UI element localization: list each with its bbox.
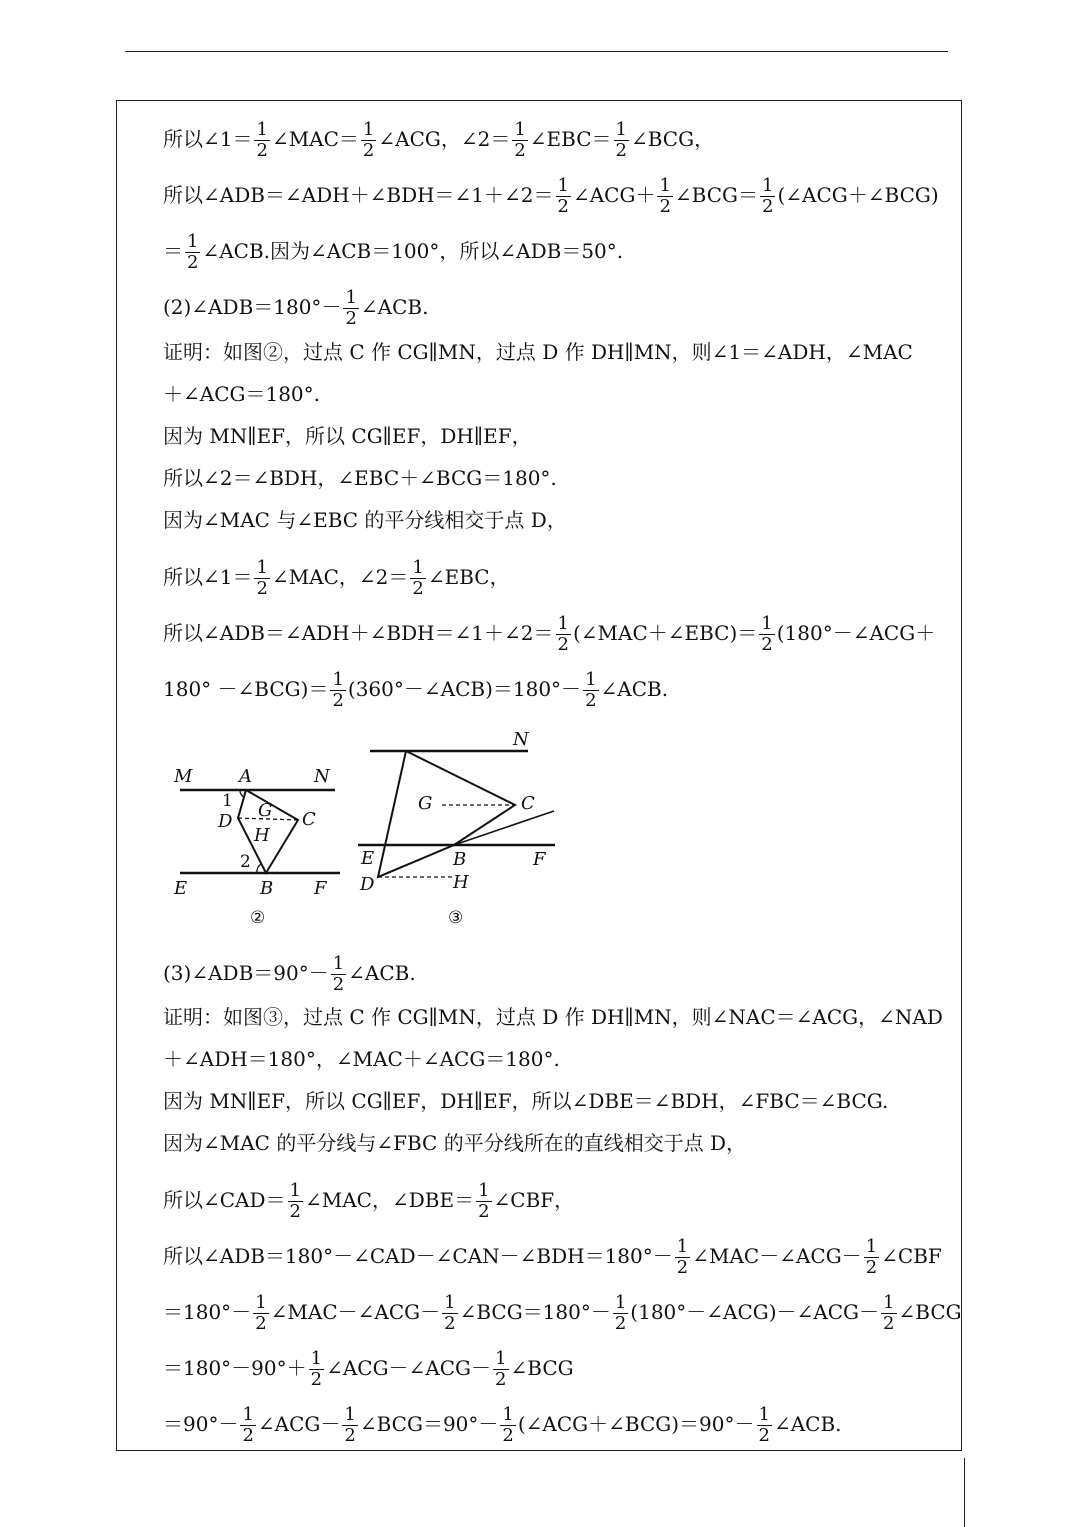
fraction-denominator: 2 — [345, 308, 357, 329]
fraction — [253, 1293, 268, 1334]
label-b: B — [453, 849, 467, 870]
fraction-numerator: 1 — [659, 175, 671, 196]
fraction-denominator: 2 — [256, 140, 268, 161]
text-segment: ∠BCG， — [630, 127, 715, 151]
fraction-numerator: 1 — [557, 175, 569, 196]
fraction-denominator: 2 — [758, 1425, 770, 1446]
fraction — [613, 1293, 628, 1334]
fraction-numerator: 1 — [865, 1236, 878, 1257]
fraction-numerator: 1 — [242, 1404, 254, 1425]
label-a: A — [239, 766, 252, 787]
fraction-numerator: 1 — [310, 1348, 323, 1369]
text-segment: 所以∠ADB＝∠ADH＋∠BDH＝∠1＋∠2＝ — [163, 621, 554, 645]
fraction-denominator: 2 — [478, 1201, 490, 1222]
text-segment: ∠ACG，∠2＝ — [378, 127, 511, 151]
fraction-denominator: 2 — [557, 634, 569, 655]
text-segment: ＝90°－ — [163, 1412, 239, 1436]
text-segment: 所以∠1＝ — [163, 127, 253, 151]
fraction — [583, 670, 598, 711]
text-segment: (180°－∠ACG＋ — [776, 621, 936, 645]
text-segment: 所以∠ADB＝180°－∠CAD－∠CAN－∠BDH＝180°－ — [163, 1244, 673, 1268]
text-segment: 所以∠ADB＝∠ADH＋∠BDH＝∠1＋∠2＝ — [163, 183, 554, 207]
fraction — [759, 614, 774, 655]
fraction-numerator: 1 — [758, 1404, 770, 1425]
text-segment: ＝180°－90°＋ — [163, 1356, 307, 1380]
figure-3-caption: ③ — [448, 908, 464, 928]
fraction-numerator: 1 — [289, 1180, 301, 1201]
fraction-numerator: 1 — [362, 119, 375, 140]
label-2: 2 — [240, 852, 251, 872]
fraction-numerator: 1 — [412, 557, 424, 578]
fraction — [240, 1405, 255, 1446]
label-g: G — [258, 800, 273, 821]
fraction-denominator: 2 — [412, 578, 424, 599]
text-line — [163, 424, 532, 448]
fraction — [254, 558, 269, 599]
fraction-denominator: 2 — [310, 1369, 323, 1390]
text-segment: (∠MAC＋∠EBC)＝ — [572, 621, 758, 645]
fraction-denominator: 2 — [883, 1313, 895, 1334]
text-line — [163, 176, 939, 217]
fraction-numerator: 1 — [883, 1292, 895, 1313]
label-b: B — [260, 878, 274, 899]
fraction-denominator: 2 — [344, 1425, 356, 1446]
text-line — [163, 1349, 574, 1390]
fraction-denominator: 2 — [444, 1313, 456, 1334]
text-segment: ∠ACB. — [773, 1412, 842, 1436]
fraction — [343, 288, 358, 329]
fraction-numerator: 1 — [495, 1348, 507, 1369]
text-line — [163, 288, 428, 329]
text-segment: ∠CBF， — [493, 1188, 575, 1212]
fraction-denominator: 2 — [557, 196, 569, 217]
text-segment: ＝ — [163, 239, 183, 263]
fraction-denominator: 2 — [615, 140, 627, 161]
text-segment: 180° －∠BCG)＝ — [163, 677, 329, 701]
text-segment: (180°－∠ACG)－∠ACG－ — [630, 1300, 880, 1324]
text-line — [163, 1293, 962, 1334]
label-h: H — [453, 872, 469, 893]
fraction-denominator: 2 — [187, 252, 199, 273]
text-segment: ∠MAC，∠DBE＝ — [305, 1188, 475, 1212]
text-segment: ＋∠ADH＝180°，∠MAC＋∠ACG＝180°. — [163, 1047, 560, 1071]
text-segment: (∠ACG＋∠BCG)＝90°－ — [517, 1412, 755, 1436]
text-line — [163, 614, 935, 655]
fraction-numerator: 1 — [557, 613, 569, 634]
fraction-denominator: 2 — [332, 974, 345, 995]
text-segment: ∠ACB. — [360, 295, 429, 319]
fraction-denominator: 2 — [242, 1425, 254, 1446]
text-line — [163, 954, 416, 995]
fraction — [614, 120, 629, 161]
fraction — [760, 176, 775, 217]
fraction-numerator: 1 — [444, 1292, 456, 1313]
fraction — [288, 1181, 303, 1222]
fraction-numerator: 1 — [255, 1292, 267, 1313]
fraction — [442, 1293, 457, 1334]
text-segment: ∠BCG＝ — [674, 183, 759, 207]
label-n: N — [513, 729, 529, 750]
text-segment: 因为 MN∥EF，所以 CG∥EF，DH∥EF，所以∠DBE＝∠BDH，∠FBC＝∠BCG. — [163, 1089, 889, 1113]
fraction-denominator: 2 — [289, 1201, 301, 1222]
figure-3 — [350, 725, 565, 935]
text-line — [163, 1089, 888, 1113]
fraction — [493, 1349, 508, 1390]
fraction-denominator: 2 — [865, 1257, 878, 1278]
fraction — [254, 120, 269, 161]
label-1: 1 — [222, 791, 233, 811]
text-segment: 证明：如图②，过点 C 作 CG∥MN，过点 D 作 DH∥MN，则∠1＝∠ADH，∠MAC — [163, 340, 913, 364]
fraction-denominator: 2 — [761, 634, 773, 655]
fraction-numerator: 1 — [502, 1404, 514, 1425]
fraction-denominator: 2 — [585, 690, 597, 711]
fraction — [309, 1349, 324, 1390]
figure-2 — [160, 760, 360, 935]
text-segment: (2)∠ADB＝180°－ — [163, 295, 342, 319]
text-segment: ∠BCG＝180°－ — [459, 1300, 611, 1324]
text-segment: ＋∠ACG＝180°. — [163, 382, 321, 406]
text-segment: ∠ACB.因为∠ACB＝100°，所以∠ADB＝50°. — [202, 239, 624, 263]
fraction — [657, 176, 672, 217]
fraction — [757, 1405, 772, 1446]
fraction — [476, 1181, 491, 1222]
text-segment: (360°－∠ACB)＝180°－ — [347, 677, 582, 701]
text-segment: ∠MAC＝ — [271, 127, 359, 151]
fraction-denominator: 2 — [495, 1369, 507, 1390]
label-h: H — [254, 825, 270, 846]
fraction-denominator: 2 — [332, 690, 344, 711]
fraction-denominator: 2 — [362, 140, 375, 161]
fraction-numerator: 1 — [676, 1236, 689, 1257]
label-d: D — [360, 874, 375, 895]
fraction-numerator: 1 — [187, 231, 199, 252]
fraction-denominator: 2 — [659, 196, 671, 217]
text-line — [163, 466, 557, 490]
text-line — [163, 1131, 746, 1155]
line-cb-extended — [454, 811, 554, 845]
fraction-numerator: 1 — [345, 287, 357, 308]
text-line — [163, 1047, 560, 1071]
angle-arc-2 — [257, 864, 261, 873]
text-segment: ＝180°－ — [163, 1300, 252, 1324]
text-segment: 因为∠MAC 的平分线与∠FBC 的平分线所在的直线相交于点 D， — [163, 1131, 747, 1155]
label-n: N — [314, 766, 330, 787]
fraction-denominator: 2 — [255, 1313, 267, 1334]
text-segment: ∠ACB. — [348, 961, 416, 985]
text-line — [163, 1237, 942, 1278]
text-line — [163, 1005, 943, 1029]
text-segment: ∠MAC－∠ACG－ — [692, 1244, 862, 1268]
margin-rule — [964, 1458, 965, 1527]
label-f: F — [314, 878, 327, 899]
text-segment: ∠MAC，∠2＝ — [271, 565, 409, 589]
label-c: C — [302, 809, 316, 830]
fraction — [556, 176, 571, 217]
text-segment: ∠ACG＋ — [572, 183, 656, 207]
fraction-denominator: 2 — [502, 1425, 514, 1446]
text-segment: ∠CBF — [881, 1244, 942, 1268]
label-d: D — [218, 811, 233, 832]
text-segment: 所以∠1＝ — [163, 565, 253, 589]
fraction — [864, 1237, 879, 1278]
text-line — [163, 382, 320, 406]
label-c: C — [521, 793, 535, 814]
text-line — [163, 1181, 574, 1222]
text-segment: 所以∠2＝∠BDH，∠EBC＋∠BCG＝180°. — [163, 466, 557, 490]
fraction — [512, 120, 527, 161]
text-line — [163, 1405, 842, 1446]
label-e: E — [174, 878, 188, 899]
fraction — [331, 954, 346, 995]
text-segment: ∠ACG－ — [257, 1412, 341, 1436]
text-line — [163, 508, 567, 532]
text-line — [163, 120, 714, 161]
fraction-numerator: 1 — [256, 557, 268, 578]
fraction-numerator: 1 — [256, 119, 268, 140]
figure-2-caption: ② — [250, 908, 266, 928]
fraction-denominator: 2 — [256, 578, 268, 599]
polygon-adbc — [378, 751, 515, 877]
text-segment: ∠BCG — [898, 1300, 962, 1324]
fraction — [361, 120, 376, 161]
header-rule — [125, 51, 948, 52]
text-segment: 所以∠CAD＝ — [163, 1188, 286, 1212]
text-line — [163, 232, 623, 273]
fraction — [330, 670, 345, 711]
fraction-denominator: 2 — [676, 1257, 689, 1278]
fraction-numerator: 1 — [615, 119, 627, 140]
fraction-numerator: 1 — [514, 119, 526, 140]
text-segment: ∠MAC－∠ACG－ — [270, 1300, 441, 1324]
text-segment: ∠EBC＝ — [529, 127, 612, 151]
fraction-numerator: 1 — [761, 613, 773, 634]
label-e: E — [361, 848, 375, 869]
fraction — [675, 1237, 690, 1278]
fraction — [410, 558, 425, 599]
text-line — [163, 670, 668, 711]
text-segment: ∠ACB. — [600, 677, 669, 701]
fraction-denominator: 2 — [614, 1313, 627, 1334]
label-f: F — [533, 849, 546, 870]
text-segment: ∠BCG — [510, 1356, 574, 1380]
fraction-numerator: 1 — [614, 1292, 627, 1313]
fraction-denominator: 2 — [514, 140, 526, 161]
text-segment: ∠BCG＝90°－ — [359, 1412, 499, 1436]
text-line — [163, 340, 913, 364]
fraction-numerator: 1 — [344, 1404, 356, 1425]
text-segment: ∠EBC， — [427, 565, 510, 589]
fraction-denominator: 2 — [762, 196, 774, 217]
text-segment: 因为 MN∥EF，所以 CG∥EF，DH∥EF， — [163, 424, 532, 448]
fraction-numerator: 1 — [762, 175, 774, 196]
text-segment: (3)∠ADB＝90°－ — [163, 961, 329, 985]
text-segment: 证明：如图③，过点 C 作 CG∥MN，过点 D 作 DH∥MN，则∠NAC＝∠ACG，∠NAD — [163, 1005, 943, 1029]
fraction-numerator: 1 — [478, 1180, 490, 1201]
label-g: G — [418, 793, 433, 814]
fraction-numerator: 1 — [332, 669, 344, 690]
fraction-numerator: 1 — [585, 669, 597, 690]
text-segment: 因为∠MAC 与∠EBC 的平分线相交于点 D， — [163, 508, 567, 532]
label-m: M — [174, 766, 193, 787]
text-segment: ∠ACG－∠ACG－ — [326, 1356, 492, 1380]
fraction — [342, 1405, 357, 1446]
fraction — [556, 614, 571, 655]
fraction — [185, 232, 200, 273]
text-segment: (∠ACG＋∠BCG) — [777, 183, 939, 207]
text-line — [163, 558, 510, 599]
fraction-numerator: 1 — [332, 953, 345, 974]
fraction — [500, 1405, 515, 1446]
fraction — [881, 1293, 896, 1334]
